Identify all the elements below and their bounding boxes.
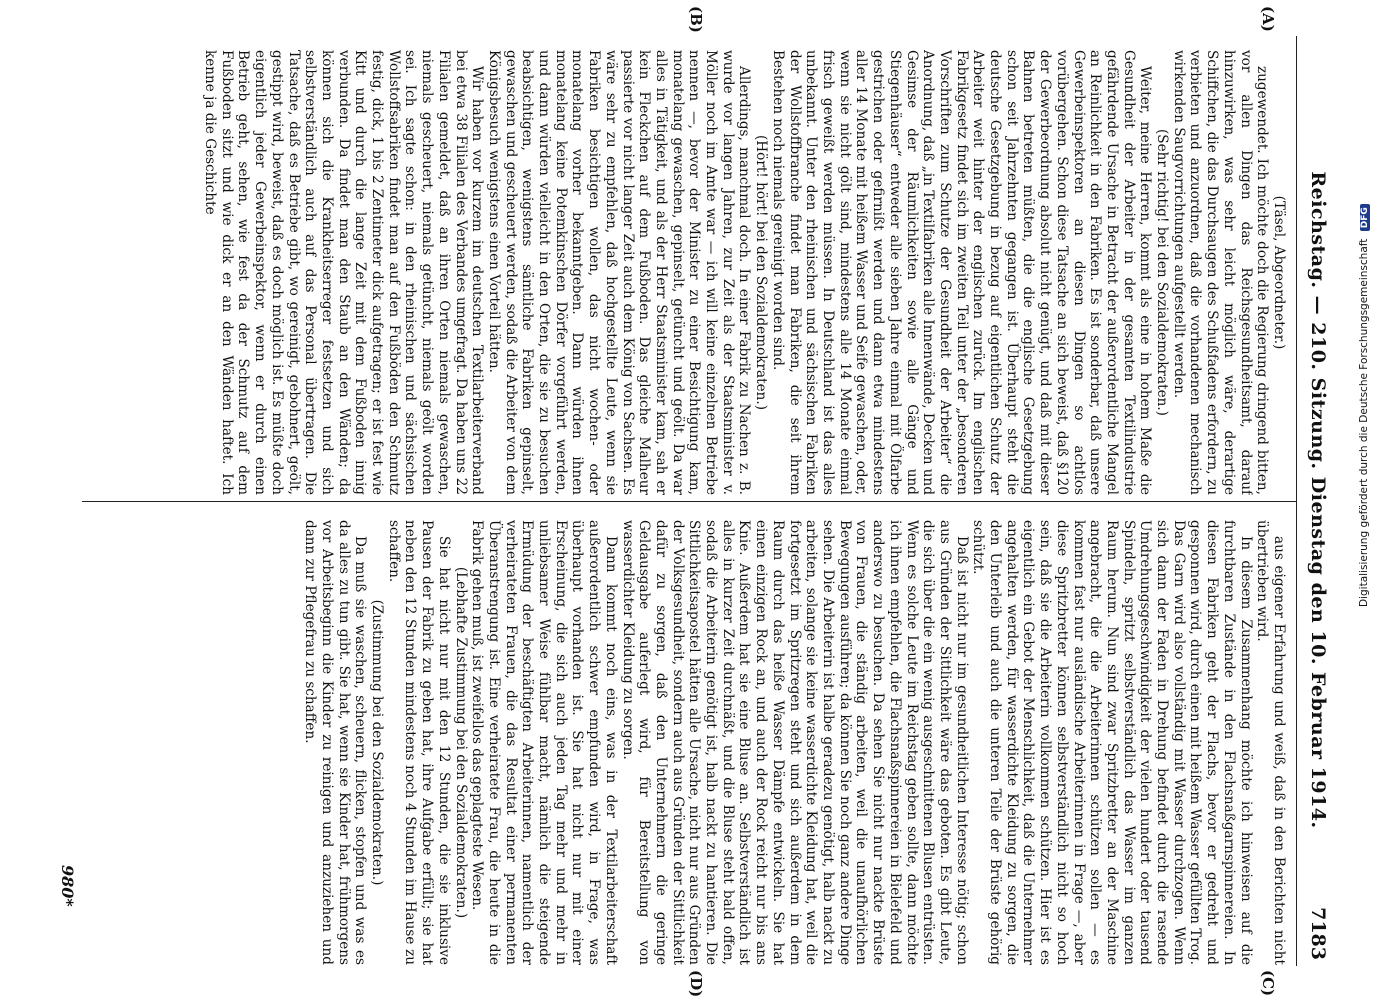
paragraph: (Lebhafte Zustimmung bei den Sozialdemokraten.) [452,566,469,919]
paragraph: (Hört! hört! bei den Sozialdemokraten.) [753,134,770,410]
column-divider [82,501,1297,502]
paragraph: (Zustimmung bei den Sozialdemokraten.) [369,599,386,886]
page-header [1301,40,1331,960]
page-number: 7183 [1307,907,1329,960]
signature-mark: 980* [58,865,77,907]
rotated-page [45,0,1345,1000]
paragraph: Sie hat nicht nur mit den 12 Stunden, die sie inklusive Pausen der Fabrik zu geben hat, ihre Aufgabe erfüllt; sie hat neben den 12 Stunden mindestens noch 4 Stunden im Hause zu schaffen. [385,520,452,965]
margin-mark-a: (A) [1259,6,1277,32]
paragraph: Daß ist nicht nur im gesundheitlichen Interesse nötig; schon aus Gründen der Sittlichkeit wäre das geboten. Es gibt Leute, die sich über die ein wenig ausgeschnittenen Blusen entrüsten. Wenn es solche Leute im Reichstag geben sollte, dann möchte ich ihnen empfehlen, die Flachsnaßspinnereien in Bielefeld und anderswo zu besuchen. Da sehen Sie nicht nur nackte Brüste von Frauen, die ständig arbeiten, weil die unaufhörlichen Bewegungen ausführen; da können Sie noch ganz andere Dinge sehen. Die Arbeiterin ist halbe geradezu genötigt, halb nackt zu arbeiten, solange sie keine wasserdichte Kleidung hat, weil die fortgesetzt im Spritzregen steht und sich außerdem in dem Raum durch das heiße Wasser Dämpfe entwickeln. Sie hat einen einzigen Rock an, und auch der Rock reicht nur bis ans Knie. Außerdem hat sie eine Bluse an. Selbstverständlich ist alles in kurzer Zeit durchnäßt, und die Bluse steht bald offen, sodaß die Arbeiterin genötigt ist, halb nackt zu hantieren. Die Sittlichkeitsapostel hätten alle Ursache, nicht nur aus Gründen der Volksgesundheit, sondern auch aus Gründen der Sittlichkeit dafür zu sorgen, daß den Unternehmern die geringe Geldausgabe auferlegt wird, für Bereitstellung von wasserdichter Kleidung zu sorgen. [619,520,970,965]
right-column [82,520,1287,965]
paragraph: Da muß sie waschen, scheuern, flicken, stopfen und was es da alles zu tun gibt. Sie hat, wenn sie Kinder hat, frühmorgens vor Arbeitsbeginn die Kinder zu reinigen und anzuziehen und dann zur Pflegefrau zu schaffen. [302,520,369,965]
paragraph: Dann kommt noch eins, was in der Textilarbeiterschaft außerordentlich schwer empfunden wird, in Frage, was überhaupt vorhanden ist. Sie hat nicht nur mit einer Erscheinung, die sich auch jeden Tag mehr und mehr in unliebsamer Weise fühlbar macht, nämlich die steigende Ermüdung der beschäftigten Arbeiterinnen, namentlich der verheirateten Frauen, die das Resultat einer permanenten Überanstrengung ist. Eine verheiratete Frau, die heute in die Fabrik gehen muß, ist zweifellos das geplagteste Wesen. [469,520,619,965]
credit-text: Digitalisierung gefördert durch die Deutsche Forschungsgemeinschaft [1358,238,1370,607]
margin-mark-d: (D) [687,970,705,998]
dfg-logo: DFG [1360,204,1370,231]
left-column [82,50,1287,495]
digitization-credit [1358,207,1376,607]
paragraph: Wir haben vor kurzem im deutschen Textilarbeiterverband bei etwa 38 Filialen des Verbandes umgefragt. Da haben uns 22 Filialen gemeldet, daß an ihren Orten niemals gewaschen, niemals gescheuert, niemals getüncht, niemals geölt worden sei. Ich sagte schon: in den rheinischen und sächsischen Wollstoffsabriken findet man auf den Fußböden den Schmutz festig, dick, 1 bis 2 Zentimeter dick aufgetragen; er ist fest wie Kitt und durch die lange Zeit mit dem Fußboden innig verbunden. Da findet man den Staub an den Wänden; da können sich die Krankheitserreger festsetzen und sich selbstverständlich auch auf das Personal übertragen. Die Tatsache, daß es Betriebe gibt, wo gereinigt, gebohnert, geölt, gestippt wird, beweist, daß es doch möglich ist. Es müßte doch eigentlich jeder Gewerbeinspektor, wenn er durch einen Betrieb geht, sehen, wie fest da der Schmutz auf dem Fußboden sitzt und wie dick er an den Wänden haftet. Ich kenne ja die Geschichte [202,50,486,495]
paragraph: (Sehr richtig! bei den Sozialdemokraten.) [1154,129,1171,416]
margin-mark-c: (C) [1259,970,1277,997]
paragraph: (Täsel, Abgeordneter.) [1271,195,1287,350]
paragraph: zugewendet. Ich möchte doch die Regierung dringend bitten, vor allen Dingen das Reichsgesundheitsamt, darauf hinzuwirken, was sehr leicht möglich wäre, derartige Schiffchen, die das Durchsaugen des Schußfadens erfordern, zu verbieten und anzuordnen, daß die vorhandenen mechanisch wirkenden Saugvorrichtungen aufgestellt werden. [1170,50,1271,495]
margin-mark-b: (B) [687,6,705,33]
paragraph: aus eigener Erfahrung und weiß, daß in den Berichten nicht übertrieben wird. [1254,520,1287,965]
header-title: Reichstag. — 210. Sitzung. Dienstag den 10. Februar 1914. [1307,171,1329,829]
paragraph: In diesem Zusammenhang möchte ich hinweisen auf die furchtbaren Zustände in den Flachsnaßgarnspinnereien. In diesen Fabriken geht der Flachs, bevor er gedreht und gesponnen wird, durch einen mit heißem Wasser gefüllten Trog. Das Garn wird also vollständig mit Wasser durchzogen. Wenn sich dann der Faden in Drehung befindet durch die rasende Umdrehungsgeschwindigkeit der vielen hundert oder tausend Spindeln, spritzt selbstverständlich das Wasser im ganzen Raum herum. Nun sind zwar Spritzbretter an der Maschine angebracht, die die Arbeiterinnen schützen sollen — es kommen fast nur ausländische Arbeiterinnen in Frage —, aber diese Spritzbretter können selbstverständlich nicht so hoch sein, daß sie die Arbeiterin vollkommen schützen. Hier ist es eigentlich ein Gebot der Menschlichkeit, daß die Unternehmer angehalten werden, für wasserdichte Kleidung zu sorgen, die den Unterleib und auch die unteren Teile der Brüste gehörig schützt. [970,520,1254,965]
paragraph: Weiter, meine Herren, kommt als eine in hohem Maße die Gesundheit der Arbeiter in der gesamten Textilindustrie gefährdende Ursache in Betracht der außerordentliche Mangel an Reinlichkeit in den Fabriken. Es ist sonderbar, daß unsere Gewerbeinspektoren an diesen Dingen so achtlos vorübergehen. Schon diese Tatsache an sich beweist, daß §120 der Gewerbeordnung absolut nicht genügt, und daß mit dieser Bahnen betreten müßten, die die englische Gesetzgebung schon seit Jahrzehnten gegangen ist. Überhaupt steht die deutsche Gesetzgebung in bezug auf eigentlichen Schutz der Arbeiter weit hinter der englischen zurück. Im englischen Fabrikgesetz findet sich im zweiten Teil unter der „besonderen Vorschriften zum Schutze der Gesundheit der Arbeiter“ die Anordnung, daß „in Textilfabriken alle Innenwände, Decken und Gesimse der Räumlichkeiten sowie alle Gänge und Stiegenhäuser“ entweder alle sieben Jahre einmal mit Ölfarbe gestrichen oder gefirnißt werden und dann etwa mindestens aller 14 Monate mit heißem Wasser und Seife gewaschen, oder, wenn sie nicht gölt sind, mindestens alle 14 Monate einmal frisch geweißt werden müssen. In Deutschland ist das alles unbekannt. Unter den rheinischen und sächsischen Fabriken der Wollstoffbranche findet man Fabriken, die seit ihrem Bestehen noch niemals gereinigt worden sind. [769,50,1154,495]
paragraph: Allerdings, manchmal doch. In einer Fabrik zu Nachen z. B. wurde vor langen Jahren, zur Zeit als der Staatsminister v. Möller noch im Amte war — ich will keine einzelnen Betriebe nennen —, bevor der Minister zu einer Besichtigung kam, monatelang gewaschen, gepinselt, getüncht und geölt. Da war alles in Tätigkeit, und als der Herr Staatsminister kam, sah er kein Fleckchen auf dem Fußboden. Das gleiche Malheur passierte vor nicht langer Zeit auch dem König von Sachsen. Es wäre sehr zu empfehlen, daß hochgestellte Leute, wenn sie Fabriken besichtigen wollen, das nicht wochen- oder monatelang vorher bekanntgeben. Dann würden ihnen monatelang keine Potemkinschen Dörfer vorgeführt werden, und dann würden vielleicht in den Orten, die sie zu besuchen beabsichtigen, wenigstens sämtliche Fabriken gepinselt, gewaschen und gescheuert werden, sodaß die Arbeiter von dem Königsbesuch wenigstens einen Vorteil hätten. [485,50,753,495]
